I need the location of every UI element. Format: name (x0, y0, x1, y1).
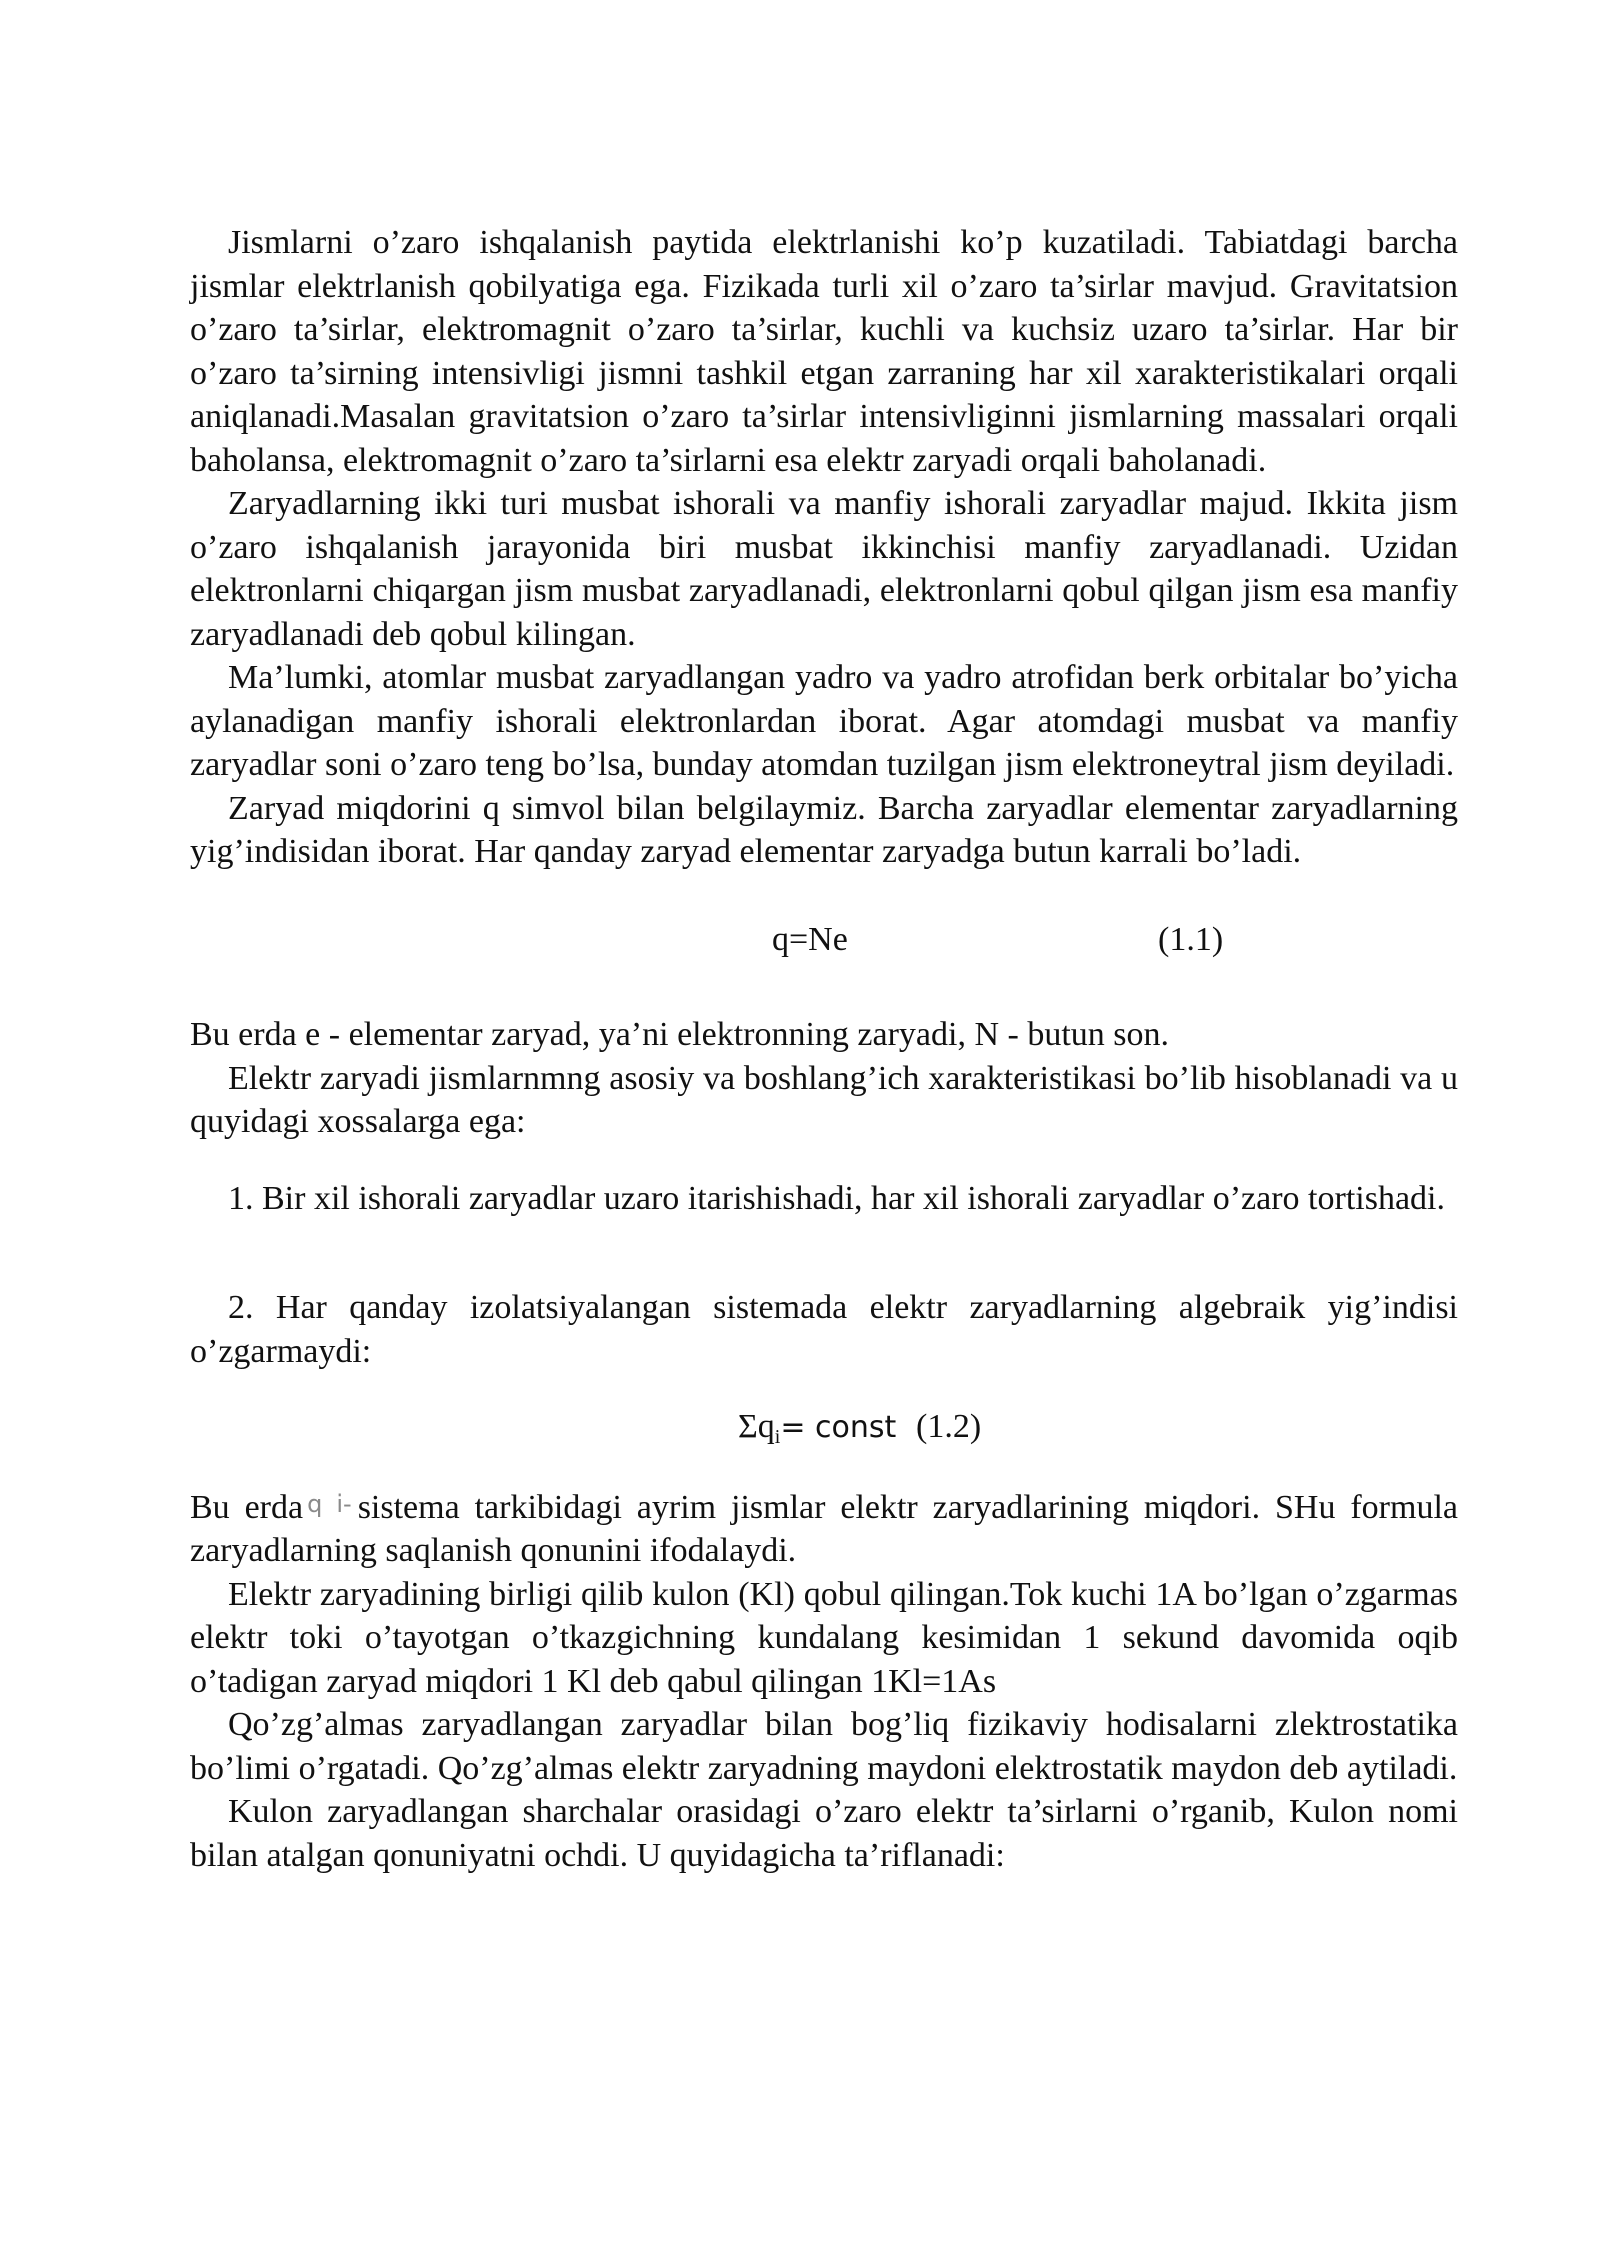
list-item-2: 2. Har qanday izolatsiyalangan sistemada elektr zaryadlarning algebraik yig’indisi o’zgarmaydi: (190, 1289, 1458, 1370)
spacer (190, 1144, 1458, 1177)
spacer (190, 874, 1458, 918)
paragraph-friction-electrification: Jismlarni o’zaro ishqalanish paytida elektrlanishi ko’p kuzatiladi. Tabiatdagi barcha jismlar elektrlanish qobilyatiga ega. Fizikada turli xil o’zaro ta’sirlar mavjud. Gravitatsion o’zaro ta’sirlar, elektromagnit o’zaro ta’sirlar, kuchli va kuchsiz uzaro ta’sirlar. Har bir o’zaro ta’sirning intensivligi jismni tashkil etgan zarraning har xil xarakteristikalari orqali aniqlanadi.Masalan gravitatsion o’zaro ta’sirlar intensivliginni jismlarning massalari orqali baholansa, elektromagnit o’zaro ta’sirlarni esa elektr zaryadi orqali baholanadi. (190, 224, 1458, 479)
text-after-symbol: sistema tarkibidagi ayrim jismlar elektr zaryadlarining miqdori. SHu formula zaryadlarning saqlanish qonunini ifodalaydi. (190, 1488, 1458, 1569)
spacer (190, 1373, 1458, 1405)
spacer (190, 1220, 1458, 1286)
paragraph-coulomb-unit: Elektr zaryadining birligi qilib kulon (Kl) qobul qilingan.Tok kuchi 1A bo’lgan o’zgarmas elektr toki o’tayotgan o’tkazgichning kundalang kesimidan 1 sekund davomida oqib o’tadigan zaryad miqdori 1 Kl deb qabul qilingan 1Kl=1As (190, 1575, 1458, 1700)
formula-number: (1.1) (1158, 920, 1224, 958)
paragraph-charge-types: Zaryadlarning ikki turi musbat ishorali va manfiy ishorali zaryadlar majud. Ikkita jism o’zaro ishqalanish jarayonida biri musbat ikkinchisi manfiy zaryadlanadi. Uzidan elektronlarni chiqargan jism musbat zaryadlanadi, elektronlarni qobul qilgan jism esa manfiy zaryadlanadi deb qobul kilingan. (190, 485, 1458, 653)
paragraph-elementary-charge: Bu erda e - elementar zaryad, ya’ni elektronning zaryadi, N - butun son. (190, 1016, 1170, 1053)
paragraph-coulomb-law: Kulon zaryadlangan sharchalar orasidagi o’zaro elektr ta’sirlarni o’rganib, Kulon nomi bilan atalgan qonuniyatni ochdi. U quyidagicha ta’riflanadi: (190, 1793, 1458, 1874)
document-page (190, 221, 1458, 1877)
sigma-q: Σq (738, 1408, 775, 1445)
text-before-symbol: Bu erda (190, 1488, 304, 1526)
paragraph-atom-structure: Ma’lumki, atomlar musbat zaryadlangan yadro va yadro atrofidan berk orbitalar bo’yicha aylanadigan manfiy ishorali elektronlardan iborat. Agar atomdagi musbat va manfiy zaryadlar soni o’zaro teng bo’lsa, bunday atomdan tuzilgan jism elektroneytral jism deyiladi. (190, 659, 1458, 783)
list-item-1: 1. Bir xil ishorali zaryadlar uzaro itarishishadi, har xil ishorali zaryadlar o’zaro tortishadi. (228, 1179, 1445, 1217)
paragraph-electrostatics: Qo’zg’almas zaryadlangan zaryadlar bilan bog’liq fizikaviy hodisalarni zlektrostatika bo’limi o’rgatadi. Qo’zg’almas elektr zaryadning maydoni elektrostatik maydon deb aytiladi. (190, 1706, 1458, 1787)
const-text: = const (780, 1410, 897, 1445)
formula-expression: q=Ne (772, 920, 848, 958)
paragraph-charge-properties: Elektr zaryadi jismlarnmng asosiy va boshlang’ich xarakteristikasi bo’lib hisoblanadi va u quyidagi xossalarga ega: (190, 1059, 1458, 1140)
charge-symbol-image: q i- (307, 1489, 352, 1518)
spacer (190, 961, 1458, 1013)
formula-1-2 (190, 1405, 1458, 1449)
subscript-i: i (774, 1426, 781, 1448)
paragraph-charge-quantity: Zaryad miqdorini q simvol bilan belgilaymiz. Barcha zaryadlar elementar zaryadlarning yig’indisidan iborat. Har qanday zaryad elementar zaryadga butun karrali bo’ladi. (190, 789, 1458, 870)
formula-number: (1.2) (916, 1408, 982, 1445)
formula-expression (738, 1405, 896, 1460)
paragraph-conservation (190, 1483, 1458, 1573)
formula-1-1 (190, 918, 1458, 962)
